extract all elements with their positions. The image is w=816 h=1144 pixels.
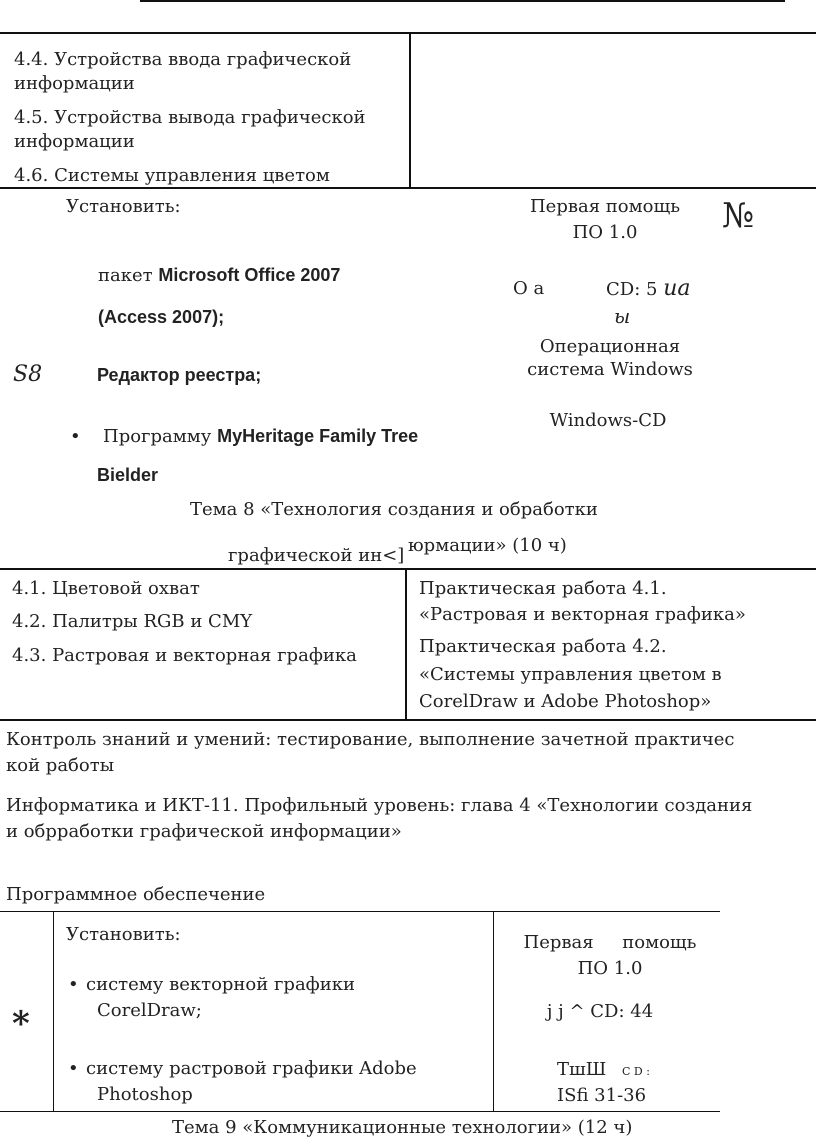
topic8-title-2b: юрмации» (10 ч) — [408, 535, 567, 556]
software-item-prefix: пакет — [98, 265, 153, 286]
software-item-name: Microsoft Office 2007 — [158, 265, 341, 285]
table1-top-border — [0, 32, 816, 34]
topic8-title-2a: графической ин<] — [228, 545, 405, 566]
table1-item: 4.5. Устройства вывода графической информации — [14, 107, 366, 152]
cd-label: CD: 5 — [606, 279, 658, 300]
bullet-icon: • — [68, 974, 79, 995]
table1-divider — [409, 32, 411, 189]
cd-italic: иа — [663, 276, 691, 301]
control-text-2: кой работы — [6, 755, 115, 776]
install-label: Установить: — [66, 924, 181, 945]
software-item-myheritage-cont: Bielder — [97, 465, 159, 485]
practical-work: Практическая работа 4.1. — [419, 578, 667, 599]
bullet-icon: • — [68, 1058, 79, 1079]
table2-top-border — [0, 568, 816, 570]
software-item-name: MyHeritage Family Tree — [217, 426, 419, 446]
os-cd: Windows-CD — [549, 410, 667, 431]
topic8-item: 4.2. Палитры RGB и CMY — [12, 611, 253, 632]
os-label: Операционная — [539, 336, 681, 357]
topic8-item: 4.1. Цветовой охват — [12, 578, 200, 599]
cd-ref-small: C D : — [622, 1065, 650, 1078]
software-item-registry: Редактор реестра; — [97, 365, 262, 385]
first-aid-version: ПО 1.0 — [572, 222, 638, 243]
first-aid-label: Первая помощь — [529, 196, 681, 217]
table3-divider-right — [493, 911, 494, 1111]
asterisk-marker: * — [12, 1004, 30, 1044]
software-item-prefix: Программу — [103, 426, 212, 447]
software-item-myheritage — [103, 426, 418, 447]
software-item-photoshop-2: Photoshop — [97, 1084, 193, 1105]
bullet-icon: • — [70, 426, 81, 447]
first-aid-version: ПО 1.0 — [577, 958, 643, 979]
table1-item: 4.4. Устройства ввода графической информации — [14, 49, 352, 94]
topic8-title: Тема 8 «Технология создания и обработки — [190, 499, 598, 520]
table2-divider — [405, 568, 407, 721]
cd-ref: j j ^ CD: 44 — [546, 1001, 654, 1022]
software-item-coreldraw-2: CorelDraw; — [97, 1000, 202, 1021]
cd-left: О а — [513, 278, 545, 299]
software-item-photoshop: систему растровой графики Adobe — [86, 1058, 417, 1079]
table3-divider-left — [53, 911, 54, 1111]
table3-top-border — [0, 911, 720, 912]
textbook-ref: Информатика и ИКТ-11. Профильный уровень: глава 4 «Технологии создания — [6, 795, 753, 816]
practical-work: CorelDraw и Adobe Photoshop» — [419, 691, 712, 712]
first-aid-label: Первая помощь — [523, 932, 697, 953]
cd-ref-2 — [557, 1059, 650, 1080]
table3-bottom-border — [0, 1111, 720, 1112]
software-heading: Программное обеспечение — [6, 884, 266, 905]
number-sign: № — [722, 196, 755, 236]
practical-work: «Растровая и векторная графика» — [419, 604, 746, 625]
page-marker: S8 — [13, 362, 43, 387]
practical-work: Практическая работа 4.2. — [419, 636, 667, 657]
top-rule — [140, 0, 785, 2]
table1-item: 4.6. Системы управления цветом — [14, 165, 330, 186]
cd-ref-pages: ISfi 31-36 — [557, 1085, 647, 1106]
cd-ref-label: ТшШ — [557, 1059, 607, 1080]
software-item-office-cont: (Access 2007); — [98, 307, 225, 327]
cd-right — [606, 276, 690, 301]
install-label: Установить: — [66, 196, 181, 217]
software-item-coreldraw: систему векторной графики — [86, 974, 356, 995]
topic8-item: 4.3. Растровая и векторная графика — [12, 645, 357, 666]
textbook-ref-2: и обрработки графической информации» — [6, 821, 402, 842]
control-text: Контроль знаний и умений: тестирование, выполнение зачетной практичес — [6, 729, 735, 750]
table2-bottom-border — [0, 719, 816, 721]
cd-italic-2: ы — [614, 304, 631, 328]
software-item-office — [98, 265, 340, 286]
os-label-2: система Windows — [527, 359, 693, 380]
practical-work: «Системы управления цветом в — [419, 664, 722, 685]
topic9-title: Тема 9 «Коммуникационные технологии» (12 ч) — [172, 1117, 633, 1138]
